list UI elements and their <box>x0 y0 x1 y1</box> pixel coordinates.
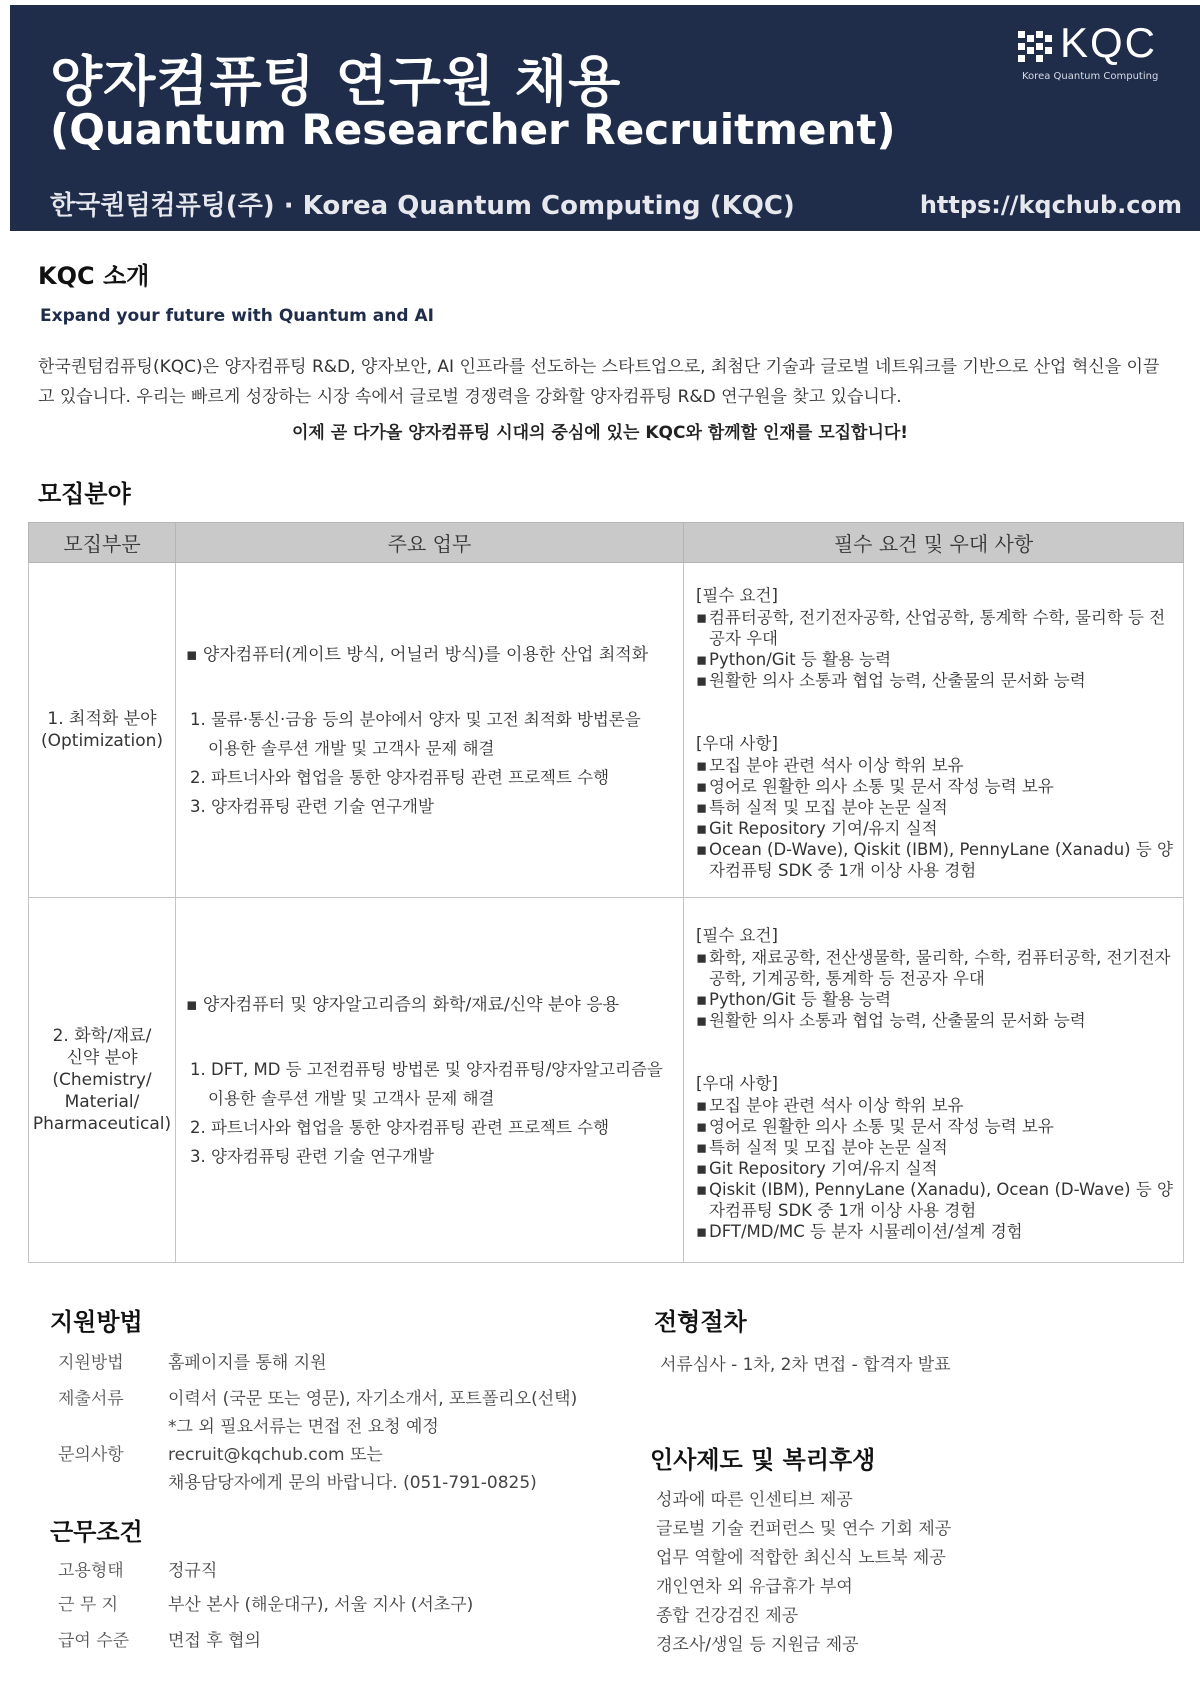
list-item: 이용한 솔루션 개발 및 고객사 문제 해결 <box>208 738 495 758</box>
page-subtitle: (Quantum Researcher Recruitment) <box>50 105 896 154</box>
duty-summary: ▪ 양자컴퓨터(게이트 방식, 어닐러 방식)를 이용한 산업 최적화 <box>186 644 649 665</box>
preferred-list <box>696 755 1175 881</box>
category-cell <box>29 563 176 898</box>
list-item: ▪ Qiskit (IBM), PennyLane (Xanadu), Ocean (D-Wave) 등 양자컴퓨팅 SDK 중 1개 이상 사용 경험 <box>696 1179 1175 1221</box>
process-text: 서류심사 - 1차, 2차 면접 - 합격자 발표 <box>660 1355 951 1375</box>
list-item: ▪ 모집 분야 관련 석사 이상 학위 보유 <box>696 1095 1175 1116</box>
intro-heading: KQC 소개 <box>38 262 150 290</box>
requirements-cell <box>684 898 1184 1263</box>
preferred-label: [우대 사항] <box>696 1073 778 1093</box>
contact-email[interactable]: recruit@kqchub.com 또는 <box>168 1445 383 1465</box>
apply-heading: 지원방법 <box>50 1308 143 1336</box>
conditions-info <box>58 1556 618 1656</box>
benefits-heading: 인사제도 및 복리후생 <box>650 1446 876 1474</box>
list-item: 2. 파트너사와 협업을 통한 양자컴퓨팅 관련 프로젝트 수행 <box>190 767 610 787</box>
intro-tagline: Expand your future with Quantum and AI <box>40 306 434 326</box>
list-item: ▪ 화학, 재료공학, 전산생물학, 물리학, 수학, 컴퓨터공학, 전기전자공학, 기계공학, 통계학 등 전공자 우대 <box>696 947 1175 989</box>
fields-heading: 모집분야 <box>38 480 131 508</box>
benefits-list <box>656 1486 951 1660</box>
list-item: ▪ Python/Git 등 활용 능력 <box>696 649 1175 670</box>
condition-label: 급여 수준 <box>58 1631 130 1651</box>
list-item: ▪ 모집 분야 관련 석사 이상 학위 보유 <box>696 755 1175 776</box>
intro-callout: 이제 곧 다가올 양자컴퓨팅 시대의 중심에 있는 KQC와 함께할 인재를 모집합니다! <box>291 423 909 443</box>
list-item: 개인연차 외 유급휴가 부여 <box>656 1577 853 1597</box>
apply-value: 홈페이지를 통해 지원 <box>168 1353 327 1373</box>
list-item: ▪ Ocean (D-Wave), Qiskit (IBM), PennyLane (Xanadu) 등 양자컴퓨팅 SDK 중 1개 이상 사용 경험 <box>696 839 1175 881</box>
apply-info <box>58 1348 618 1508</box>
list-item: ▪ Python/Git 등 활용 능력 <box>696 989 1175 1010</box>
page-title: 양자컴퓨팅 연구원 채용 <box>50 50 622 113</box>
required-label: [필수 요건] <box>696 925 778 945</box>
required-list <box>696 607 1175 691</box>
process-heading: 전형절차 <box>654 1308 747 1336</box>
category-label: 2. 화학/재료/ <box>52 1026 152 1046</box>
duty-summary: ▪ 양자컴퓨터 및 양자알고리즘의 화학/재료/신약 분야 응용 <box>186 994 620 1015</box>
header-banner <box>10 5 1200 231</box>
duties-cell <box>176 898 684 1263</box>
condition-label: 고용형태 <box>58 1561 124 1581</box>
list-item: 성과에 따른 인센티브 제공 <box>656 1490 853 1510</box>
required-label: [필수 요건] <box>696 586 778 605</box>
kqc-logo <box>1016 19 1176 85</box>
column-header-duties: 주요 업무 <box>176 523 684 563</box>
table-header-row <box>29 523 1184 563</box>
list-item: 1. 물류·통신·금융 등의 분야에서 양자 및 고전 최적화 방법론을 <box>190 709 641 729</box>
table-row <box>29 563 1184 898</box>
intro-paragraph: 한국퀀텀컴퓨팅(KQC)은 양자컴퓨팅 R&D, 양자보안, AI 인프라를 선도하는 스타트업으로, 최첨단 기술과 글로벌 네트워크를 기반으로 산업 혁신을 이끌고 있습니다. 우리는 빠르게 성장하는 시장 속에서 글로벌 경쟁력을 강화할 양자컴퓨팅 R&D 연구원을 찾고 있습니다. <box>38 357 1160 407</box>
kqc-logo-icon <box>1016 29 1056 65</box>
category-cell <box>29 898 176 1263</box>
column-header-requirements: 필수 요건 및 우대 사항 <box>684 523 1184 563</box>
list-item: 종합 건강검진 제공 <box>656 1606 799 1626</box>
condition-value: 정규직 <box>168 1561 218 1581</box>
duty-list <box>186 1055 683 1171</box>
conditions-heading: 근무조건 <box>50 1518 143 1546</box>
duties-cell <box>176 563 684 898</box>
list-item: 3. 양자컴퓨팅 관련 기술 연구개발 <box>190 796 434 816</box>
condition-value: 면접 후 협의 <box>168 1631 261 1651</box>
apply-note: 채용담당자에게 문의 바랍니다. (051-791-0825) <box>168 1473 537 1493</box>
category-label: 신약 분야 <box>66 1048 138 1068</box>
list-item: 경조사/생일 등 지원금 제공 <box>656 1635 859 1655</box>
table-row <box>29 898 1184 1263</box>
category-label: 1. 최적화 분야 <box>47 709 157 729</box>
required-list <box>696 947 1175 1031</box>
list-item: 업무 역할에 적합한 최신식 노트북 제공 <box>656 1548 946 1568</box>
column-header-category: 모집부문 <box>29 523 176 563</box>
list-item: ▪ 컴퓨터공학, 전기전자공학, 산업공학, 통계학 수학, 물리학 등 전공자 우대 <box>696 607 1175 649</box>
requirements-cell <box>684 563 1184 898</box>
apply-note: *그 외 필요서류는 면접 전 요청 예정 <box>168 1417 439 1437</box>
logo-subtext: Korea Quantum Computing <box>1022 71 1159 82</box>
category-label: Pharmaceutical) <box>32 1114 172 1134</box>
logo-wordmark: KQC <box>1060 19 1158 66</box>
duty-list <box>186 705 683 821</box>
recruit-table <box>28 522 1184 1263</box>
category-label: (Optimization) <box>40 731 163 751</box>
category-label: Material/ <box>64 1092 140 1112</box>
list-item: ▪ 영어로 원활한 의사 소통 및 문서 작성 능력 보유 <box>696 776 1175 797</box>
apply-label: 문의사항 <box>58 1445 124 1465</box>
company-name: 한국퀀텀컴퓨팅(주) · Korea Quantum Computing (KQC) <box>50 191 795 221</box>
apply-label: 지원방법 <box>58 1353 124 1373</box>
list-item: ▪ DFT/MD/MC 등 분자 시뮬레이션/설계 경험 <box>696 1221 1175 1242</box>
condition-label: 근 무 지 <box>58 1595 119 1615</box>
apply-value: 이력서 (국문 또는 영문), 자기소개서, 포트폴리오(선택) <box>168 1389 578 1409</box>
condition-value: 부산 본사 (해운대구), 서울 지사 (서초구) <box>168 1595 474 1615</box>
list-item: ▪ 원활한 의사 소통과 협업 능력, 산출물의 문서화 능력 <box>696 670 1175 691</box>
preferred-list <box>696 1095 1175 1242</box>
list-item: ▪ Git Repository 기여/유지 실적 <box>696 1158 1175 1179</box>
list-item: 이용한 솔루션 개발 및 고객사 문제 해결 <box>208 1088 495 1108</box>
apply-label: 제출서류 <box>58 1389 124 1409</box>
preferred-label: [우대 사항] <box>696 734 778 753</box>
list-item: ▪ 특허 실적 및 모집 분야 논문 실적 <box>696 797 1175 818</box>
list-item: 글로벌 기술 컨퍼런스 및 연수 기회 제공 <box>656 1519 952 1539</box>
list-item: ▪ 원활한 의사 소통과 협업 능력, 산출물의 문서화 능력 <box>696 1010 1175 1031</box>
list-item: 2. 파트너사와 협업을 통한 양자컴퓨팅 관련 프로젝트 수행 <box>190 1117 610 1137</box>
company-url[interactable]: https://kqchub.com <box>919 191 1182 219</box>
list-item: 1. DFT, MD 등 고전컴퓨팅 방법론 및 양자컴퓨팅/양자알고리즘을 <box>190 1059 663 1079</box>
list-item: ▪ Git Repository 기여/유지 실적 <box>696 818 1175 839</box>
list-item: ▪ 영어로 원활한 의사 소통 및 문서 작성 능력 보유 <box>696 1116 1175 1137</box>
category-label: (Chemistry/ <box>52 1070 152 1090</box>
list-item: ▪ 특허 실적 및 모집 분야 논문 실적 <box>696 1137 1175 1158</box>
list-item: 3. 양자컴퓨팅 관련 기술 연구개발 <box>190 1146 434 1166</box>
